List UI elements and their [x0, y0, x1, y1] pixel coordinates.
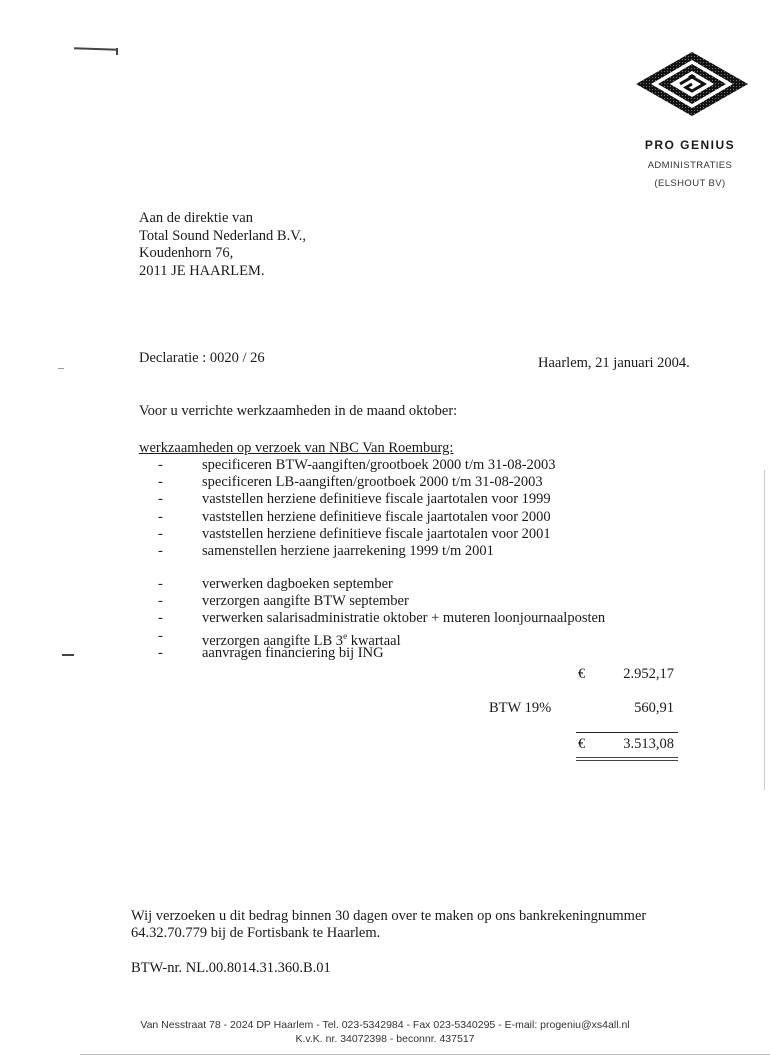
list-dash: - [158, 474, 163, 491]
total-double-line [576, 757, 678, 758]
list-item-text: verwerken salarisadministratie oktober + muteren loonjournaalposten [202, 610, 606, 627]
vat-amount: 560,91 [634, 700, 674, 716]
list-dash: - [158, 576, 163, 592]
scan-mark [116, 48, 118, 55]
list-item-text: verwerken dagboeken september [202, 576, 393, 592]
currency-symbol: € [578, 736, 586, 752]
list-item-text: vaststellen herziene definitieve fiscale jaartotalen voor 2000 [202, 508, 551, 525]
list-dash: - [158, 610, 163, 627]
list-dash: - [158, 542, 163, 559]
payment-request: Wij verzoeken u dit bedrag binnen 30 dagen over te maken op ons bankrekeningnummer [131, 908, 647, 924]
list-dash: - [158, 525, 163, 542]
sum-line [576, 732, 678, 733]
company-name: PRO GENIUS [644, 138, 736, 152]
recipient-address [139, 210, 306, 280]
list-item-text: aanvragen financiering bij ING [202, 644, 384, 661]
currency-symbol: € [578, 666, 586, 682]
scan-mark [80, 1054, 770, 1055]
company-subtitle: ADMINISTRATIES [647, 160, 733, 171]
address-line: Total Sound Nederland B.V., [139, 227, 307, 244]
list-item-text: samenstellen herziene jaarrekening 1999 t/m 2001 [202, 542, 494, 559]
subtotal-amount: 2.952,17 [623, 666, 674, 682]
list-item-text: vaststellen herziene definitieve fiscale jaartotalen voor 2001 [202, 525, 551, 542]
place-date: Haarlem, 21 januari 2004. [538, 355, 690, 371]
ordinal-suffix: e [343, 630, 348, 641]
list-dash: - [158, 491, 163, 508]
list-dash: - [158, 457, 163, 473]
footer-registration: K.v.K. nr. 34072398 - beconnr. 437517 [295, 1033, 475, 1045]
list-dash: - [158, 644, 163, 661]
list-dash: - [158, 627, 163, 644]
intro-text: Voor u verrichte werkzaamheden in de maand oktober: [139, 403, 458, 419]
section-heading: werkzaamheden op verzoek van NBC Van Roemburg: [139, 440, 454, 456]
scan-mark [74, 47, 118, 51]
scan-mark [58, 368, 64, 369]
declaration-number: Declaratie : 0020 / 26 [139, 350, 265, 366]
total-double-line [576, 760, 678, 761]
address-line: Aan de direktie van [139, 210, 253, 226]
scan-mark [62, 654, 74, 656]
address-line: Koudenhorn 76, [139, 245, 234, 261]
scan-mark [764, 470, 765, 790]
footer-contact: Van Nesstraat 78 - 2024 DP Haarlem - Tel. 023-5342984 - Fax 023-5340295 - E-mail: progeniu@xs4all.nl [140, 1019, 630, 1031]
vat-label: BTW 19% [489, 700, 552, 716]
list-item-text-rest: kwartaal [347, 632, 401, 649]
company-logo-icon [636, 52, 748, 116]
list-item-text: verzorgen aangifte BTW september [202, 593, 409, 610]
payment-bank: 64.32.70.779 bij de Fortisbank te Haarlem. [131, 925, 381, 941]
vat-number: BTW-nr. NL.00.8014.31.360.B.01 [131, 960, 331, 976]
total-amount: 3.513,08 [623, 736, 674, 752]
address-line: 2011 JE HAARLEM. [139, 262, 265, 279]
list-item-text: vaststellen herziene definitieve fiscale jaartotalen voor 1999 [202, 491, 551, 508]
list-dash: - [158, 593, 163, 610]
list-dash: - [158, 508, 163, 525]
list-item-text: specificeren BTW-aangiften/grootboek 2000 t/m 31-08-2003 [202, 457, 556, 473]
company-legal-name: (ELSHOUT BV) [654, 178, 726, 189]
list-item-text: specificeren LB-aangiften/grootboek 2000 t/m 31-08-2003 [202, 474, 543, 491]
list-item-text-main: verzorgen aangifte LB 3 [202, 632, 344, 649]
